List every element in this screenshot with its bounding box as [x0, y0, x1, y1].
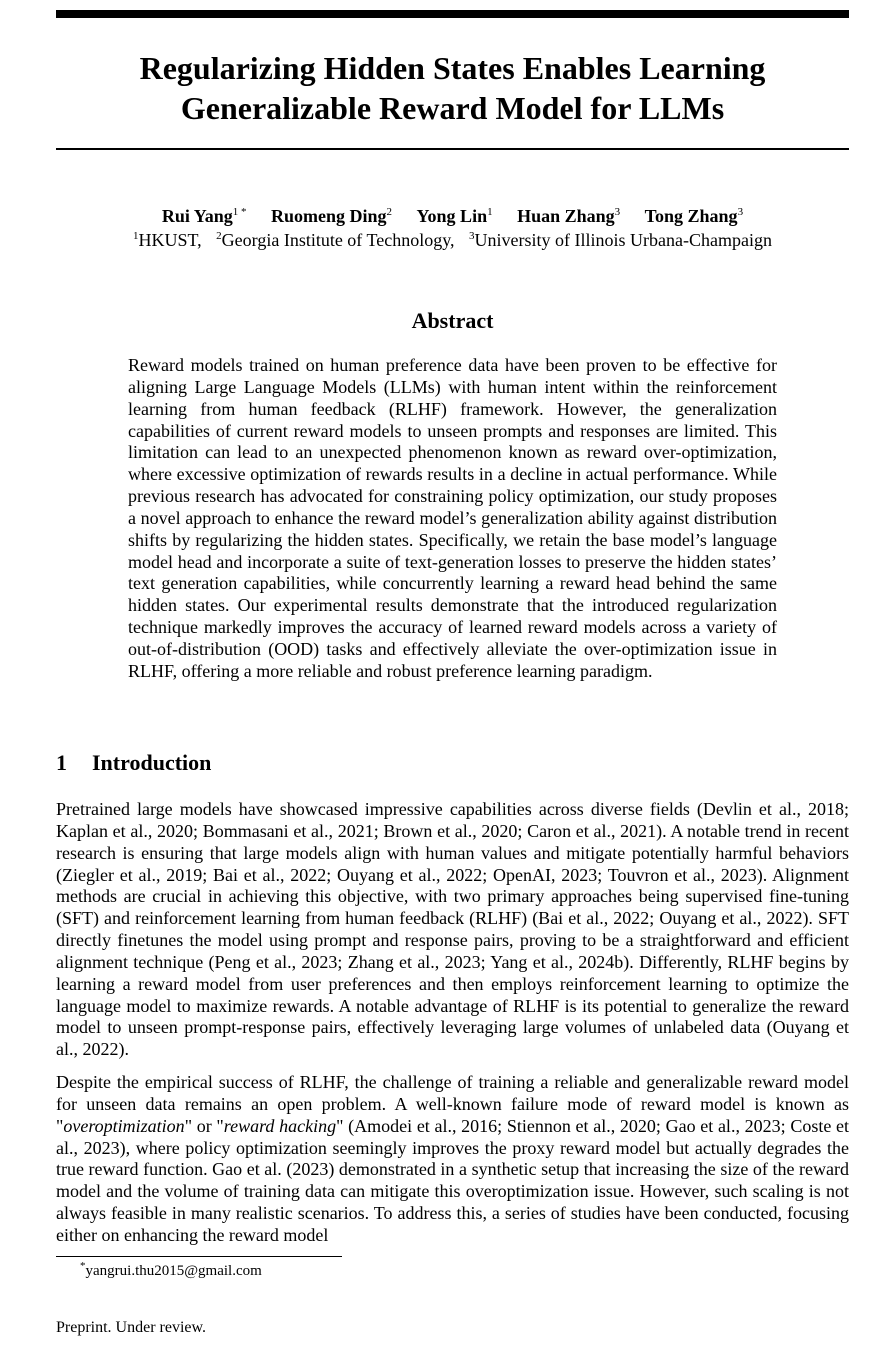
emphasis-reward-hacking: reward hacking — [223, 1115, 337, 1136]
affiliation: $^3$University of Illinois Urbana-Champaign — [469, 230, 772, 250]
intro-paragraph-1: Pretrained large models have showcased impressive capabilities across diverse fields (Devlin et al., 2018; Kaplan et al., 2020; Bommasani et al., 2021; Brown et al., 2020; Caron et al., 2021). A notable trend in recent research is ensuring that large models align with human values and mitigate potentially harmful behaviors (Ziegler et al., 2019; Bai et al., 2022; Ouyang et al., 2022; OpenAI, 2023; Touvron et al., 2023). Alignment methods are crucial in achieving this objective, with two primary approaches being supervised fine-tuning (SFT) and reinforcement learning from human feedback (RLHF) (Bai et al., 2022; Ouyang et al., 2022). SFT directly finetunes the model using prompt and response pairs, proving to be a straightforward and efficient alignment technique (Peng et al., 2023; Zhang et al., 2023; Yang et al., 2024b). Differently, RLHF begins by learning a reward model from user preferences and then employs reinforcement learning to optimize the language model to maximize rewards. A notable advantage of RLHF is its potential to generalize the reward model to unseen prompt-response pairs, effectively leveraging large volumes of unlabeled data (Ouyang et al., 2022). — [56, 799, 849, 1060]
abstract-text: Reward models trained on human preference data have been proven to be effective for aligning Large Language Models (LLMs) with human intent within the reinforcement learning from human feedback (RLHF) framework. However, the generalization capabilities of current reward models to unseen prompts and responses are limited. This limitation can lead to an unexpected phenomenon known as reward over-optimization, where excessive optimization of rewards results in a decline in actual performance. While previous research has advocated for constraining policy optimization, our study proposes a novel approach to enhance the reward model’s generalization ability against distribution shifts by regularizing the hidden states. Specifically, we retain the base model’s language model head and incorporate a suite of text-generation losses to preserve the hidden states’ text generation capabilities, while concurrently learning a reward head behind the same hidden states. Our experimental results demonstrate that the introduced regularization technique markedly improves the accuracy of learned reward models across a variety of out-of-distribution (OOD) tasks and effectively alleviate the over-optimization issue in RLHF, offering a more reliable and robust preference learning paradigm. — [128, 355, 777, 681]
section-heading — [56, 749, 849, 777]
section-title: Introduction — [92, 750, 212, 775]
author: Ruomeng Ding$^2$ — [271, 206, 393, 226]
author-list — [56, 204, 849, 228]
author: Yong Lin$^1$ — [416, 206, 493, 226]
section-number: 1 — [56, 750, 67, 775]
intro-paragraph-2: Despite the empirical success of RLHF, the challenge of training a reliable and generalizable reward model for unseen data remains an open problem. A well-known failure mode of reward model is known as "overoptimization" or "reward hacking" (Amodei et al., 2016; Stiennon et al., 2020; Gao et al., 2023; Coste et al., 2023), where policy optimization seemingly improves the proxy reward model but actually degrades the true reward function. Gao et al. (2023) demonstrated in a synthetic setup that increasing the size of the reward model and the volume of training data can mitigate this overoptimization issue. However, such scaling is not always feasible in many realistic scenarios. To address this, a series of studies have been conducted, focusing either on enhancing the reward model — [56, 1072, 849, 1245]
affiliation-list — [56, 228, 849, 252]
footnote-email: yangrui.thu2015@gmail.com — [85, 1263, 262, 1279]
title-rule — [56, 148, 849, 150]
page-footer: Preprint. Under review. — [56, 1319, 207, 1336]
affiliation: $^1$HKUST, — [133, 230, 202, 250]
title-line-1: Regularizing Hidden States Enables Learning — [139, 50, 766, 86]
paper-title — [56, 48, 849, 128]
emphasis-overoptimization: overoptimization — [63, 1115, 185, 1136]
footnote-rule — [56, 1256, 342, 1257]
top-rule — [56, 10, 849, 18]
title-line-2: Generalizable Reward Model for LLMs — [180, 90, 725, 126]
author: Rui Yang$^{1 *}$ — [161, 206, 247, 226]
affiliation: $^2$Georgia Institute of Technology, — [216, 230, 455, 250]
author: Huan Zhang$^3$ — [517, 206, 621, 226]
footnote: *yangrui.thu2015@gmail.com — [80, 1260, 262, 1279]
abstract-heading: Abstract — [411, 308, 494, 333]
author: Tong Zhang$^3$ — [644, 206, 744, 226]
